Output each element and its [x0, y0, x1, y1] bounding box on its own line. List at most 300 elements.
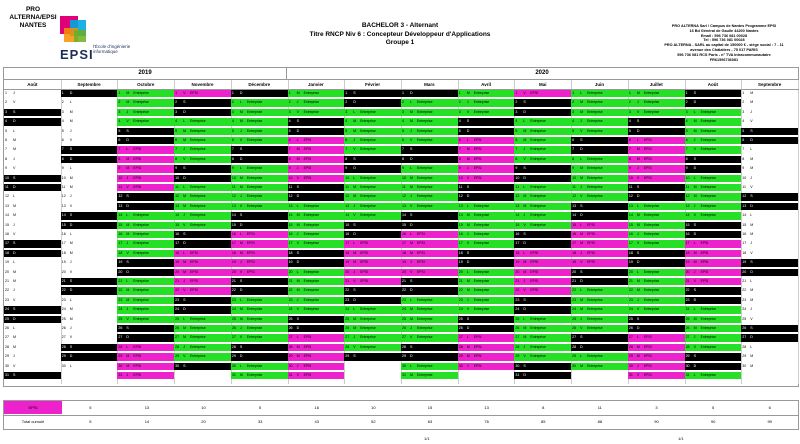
- calendar-day: 10 V EPSI: [458, 175, 515, 182]
- calendar-day: 25 V Entreprise: [117, 316, 174, 323]
- calendar-day: 28 V Entreprise: [685, 344, 742, 351]
- calendar-grid: [3, 67, 799, 387]
- calendar-day: 4 S: [288, 118, 345, 125]
- month-column: [4, 90, 62, 384]
- calendar-day: 26 S: [741, 325, 798, 332]
- calendar-day: 2 S: [514, 99, 571, 106]
- summary-epsi-value: 5: [711, 405, 715, 410]
- calendar-day: 23 S: [514, 297, 571, 304]
- calendar-day: 9 S: [174, 165, 231, 172]
- calendar-day: 17 V Entreprise: [628, 240, 685, 247]
- calendar-day: 28 S: [61, 344, 118, 351]
- calendar-day: 30 S: [174, 363, 231, 370]
- calendar-day: 30 V: [5, 363, 16, 368]
- calendar-day: 15 M: [742, 222, 754, 227]
- calendar-day: 14 D: [571, 212, 628, 219]
- calendar-day: 13 L Entreprise: [628, 203, 685, 210]
- calendar-day: 12 S: [117, 193, 174, 200]
- month-header-row: [4, 79, 798, 90]
- logo-text: EPSI: [60, 47, 94, 62]
- calendar-day: 31 M Entreprise: [401, 372, 458, 379]
- calendar-day: 23 M Entreprise: [571, 297, 628, 304]
- calendar-day: 30 M Entreprise: [571, 363, 628, 370]
- calendar-day: 9 J EPSI: [458, 165, 515, 172]
- calendar-day: 1 V EPSI: [174, 90, 231, 97]
- calendar-day: 30 L: [61, 363, 72, 368]
- calendar-day: 8 D: [401, 156, 458, 163]
- calendar-day: 7 V Entreprise: [344, 146, 401, 153]
- calendar-day: 16 M: [742, 232, 754, 236]
- calendar-day: 19 S: [741, 259, 798, 266]
- summary-table: [3, 400, 799, 430]
- calendar-day: 27 J Entreprise: [685, 334, 742, 341]
- calendar-day: 15 S: [344, 222, 401, 229]
- calendar-day: 6 J Entreprise: [685, 137, 742, 144]
- summary-epsi-value: 10: [201, 405, 206, 410]
- calendar-day: 10 M: [61, 175, 73, 180]
- calendar-day: 26 J Entreprise: [401, 325, 458, 332]
- calendar-day: 4 M Entreprise: [344, 118, 401, 125]
- calendar-day: 4 L Entreprise: [514, 118, 571, 125]
- calendar-day: 6 V Entreprise: [231, 137, 288, 144]
- calendar-day: 2 L: [61, 100, 72, 105]
- calendar-day: 13 D: [741, 203, 798, 210]
- calendar-day: 6 D: [117, 137, 174, 144]
- calendar-day: 21 M: [5, 279, 16, 283]
- calendar-day: 18 V Entreprise: [117, 250, 174, 257]
- calendar-day: 24 V Entreprise: [288, 306, 345, 313]
- calendar-day: 14 S: [231, 212, 288, 219]
- calendar-day: 29 L Entreprise: [571, 353, 628, 360]
- calendar-day: 18 M: [61, 250, 73, 255]
- calendar-day: 2 J Entreprise: [628, 99, 685, 106]
- calendar-day: 11 D: [4, 184, 61, 191]
- calendar-day: 25 M Entreprise: [401, 316, 458, 323]
- calendar-day: 5 J Entreprise: [401, 128, 458, 135]
- calendar-day: 26 J Entreprise: [231, 325, 288, 332]
- summary-total-value: 88: [597, 419, 603, 424]
- calendar-day: 2 D: [685, 99, 742, 106]
- calendar-day: 14 M: [5, 213, 16, 218]
- calendar-day: 7 D: [571, 146, 628, 153]
- calendar-day: 22 L Entreprise: [571, 287, 628, 294]
- calendar-day: 29 J: [5, 354, 15, 359]
- calendar-day: 17 V Entreprise: [458, 240, 515, 247]
- month-header: Avril: [458, 80, 516, 89]
- calendar-day: 12 M Entreprise: [514, 193, 571, 200]
- calendar-day: 13 V Entreprise: [231, 203, 288, 210]
- calendar-day: 26 D: [628, 325, 685, 332]
- calendar-day: 17 J Entreprise: [117, 240, 174, 247]
- calendar-day: 2 L Entreprise: [401, 99, 458, 106]
- calendar-day: 16 D: [344, 231, 401, 238]
- calendar-day: 25 S: [288, 316, 345, 323]
- calendar-day: 30 S: [514, 363, 571, 370]
- calendar-day: 25 M Entreprise: [231, 316, 288, 323]
- company-info-line: FR61596736081: [709, 57, 739, 62]
- calendar-day: 9 M Entreprise: [571, 165, 628, 172]
- calendar-day: 29 S: [344, 353, 401, 360]
- calendar-day: 2 M Entreprise: [117, 99, 174, 106]
- calendar-day: 12 M Entreprise: [344, 193, 401, 200]
- calendar-day: 27 D: [741, 334, 798, 341]
- calendar-day: 14 J Entreprise: [174, 212, 231, 219]
- calendar-day: 6 M: [5, 138, 16, 142]
- calendar-day: 18 M EPSI: [231, 250, 288, 257]
- calendar-day: 19 J EPSI: [401, 259, 458, 266]
- calendar-day: 28 D: [571, 344, 628, 351]
- calendar-day: 11 M Entreprise: [344, 184, 401, 191]
- calendar-day: 5 L: [5, 128, 15, 133]
- calendar-day: 3 M Entreprise: [401, 109, 458, 116]
- calendar-day: 15 L EPSI: [571, 222, 628, 229]
- calendar-day: 15 M Entreprise: [117, 222, 174, 229]
- calendar-day: 15 S: [685, 222, 742, 229]
- calendar-day: 23 J Entreprise: [628, 297, 685, 304]
- calendar-day: 31 S: [4, 372, 61, 379]
- calendar-day: 4 J Entreprise: [571, 118, 628, 125]
- calendar-day: 6 L EPSI: [628, 137, 685, 144]
- calendar-day: 19 M EPSI: [514, 259, 571, 266]
- calendar-day: 17 V Entreprise: [288, 240, 345, 247]
- calendar-day: 25 D: [4, 316, 61, 323]
- calendar-day: 26 D: [458, 325, 515, 332]
- calendar-day: 10 V EPSI: [628, 175, 685, 182]
- calendar-day: 29 S: [685, 353, 742, 360]
- calendar-day: 12 D: [288, 193, 345, 200]
- calendar-day: 8 D: [231, 156, 288, 163]
- calendar-day: 5 M Entreprise: [174, 128, 231, 135]
- calendar-day: 16 S: [514, 231, 571, 238]
- calendar-day: 1 D: [231, 90, 288, 97]
- calendar-day: 9 L: [61, 166, 72, 171]
- calendar-day: 21 M Entreprise: [458, 278, 515, 285]
- calendar-day: 24 M Entreprise: [401, 306, 458, 313]
- calendar-day: 27 D: [117, 334, 174, 341]
- calendar-day: 12 D: [628, 193, 685, 200]
- calendar-day: 10 J EPSI: [117, 175, 174, 182]
- calendar-day: 21 V EPSI: [685, 278, 742, 285]
- calendar-day: 3 M: [61, 109, 73, 114]
- calendar-day: 19 V EPSI: [571, 259, 628, 266]
- calendar-day: 29 M EPSI: [117, 353, 174, 360]
- calendar-day: 11 M Entreprise: [685, 184, 742, 191]
- calendar-day: 17 M EPSI: [571, 240, 628, 247]
- month-column: [344, 90, 402, 384]
- month-header: Octobre: [117, 80, 175, 89]
- month-header: Décembre: [231, 80, 289, 89]
- calendar-day: 1 J: [5, 91, 15, 95]
- calendar-day: 30 D: [685, 363, 742, 370]
- calendar-day: 10 M Entreprise: [231, 175, 288, 182]
- calendar-day: 10 V EPSI: [288, 175, 345, 182]
- calendar-day: 14 S: [401, 212, 458, 219]
- calendar-day: 18 M EPSI: [401, 250, 458, 257]
- calendar-day: 1 M: [742, 91, 754, 95]
- calendar-day: 8 J: [5, 156, 15, 161]
- calendar-day: 22 M Entreprise: [288, 287, 345, 294]
- summary-total-value: 99: [767, 419, 772, 424]
- calendar-day: 30 J EPSI: [628, 363, 685, 370]
- calendar-day: 20 V: [61, 269, 73, 274]
- calendar-day: 26 J: [61, 326, 72, 330]
- calendar-day: 3 V Entreprise: [288, 109, 345, 116]
- calendar-day: 22 M Entreprise: [628, 287, 685, 294]
- calendar-day: 8 M: [742, 156, 754, 161]
- calendar-day: 23 L Entreprise: [401, 297, 458, 304]
- calendar-day: 11 S: [628, 184, 685, 191]
- calendar-day: 9 L Entreprise: [401, 165, 458, 172]
- month-column: [117, 90, 175, 384]
- calendar-day: 19 D: [628, 259, 685, 266]
- calendar-day: 7 S: [61, 146, 118, 153]
- calendar-day: 29 D: [231, 353, 288, 360]
- calendar-day: 28 S: [401, 344, 458, 351]
- summary-total-value: 5: [89, 419, 92, 424]
- summary-total-value: 20: [201, 419, 206, 424]
- calendar-day: 6 V: [61, 138, 73, 142]
- calendar-day: 28 M EPSI: [628, 344, 685, 351]
- calendar-day: 3 L Entreprise: [344, 109, 401, 116]
- month-column: [514, 90, 572, 384]
- calendar-day: 13 V: [61, 203, 73, 208]
- calendar-day: 15 D: [401, 222, 458, 229]
- calendar-day: 9 D: [344, 165, 401, 172]
- calendar-day: 28 L: [742, 344, 753, 349]
- calendar-day: 6 L EPSI: [288, 137, 345, 144]
- calendar-day: 23 J Entreprise: [458, 297, 515, 304]
- calendar-day: 25 S: [628, 316, 685, 323]
- calendar-day: 11 J Entreprise: [571, 184, 628, 191]
- month-header: Mai: [514, 80, 572, 89]
- year-row: [4, 68, 798, 79]
- calendar-day: 23 L Entreprise: [231, 297, 288, 304]
- calendar-day: 4 L Entreprise: [174, 118, 231, 125]
- calendar-day: 24 M Entreprise: [571, 306, 628, 313]
- calendar-day: 16 D: [685, 231, 742, 238]
- calendar-day: 7 L: [742, 147, 753, 152]
- calendar-day: 22 D: [231, 287, 288, 294]
- calendar-day: 2 M Entreprise: [571, 99, 628, 106]
- calendar-day: 22 M Entreprise: [117, 287, 174, 294]
- month-column: [401, 90, 459, 384]
- calendar-day: 24 J: [742, 307, 753, 312]
- calendar-day: 22 S: [685, 287, 742, 294]
- calendar-day: 27 V: [61, 335, 73, 340]
- calendar-day: 4 M Entreprise: [685, 118, 742, 125]
- calendar-day: 27 M Entreprise: [514, 334, 571, 341]
- summary-epsi-value: 3: [655, 405, 658, 410]
- calendar-day: 22 M: [742, 288, 754, 293]
- month-column: [741, 90, 799, 384]
- company-info-line: PRO ALTERNA - SARL au capital de 150000 € - siège social : 7 - 11: [664, 43, 784, 48]
- calendar-day: 15 M Entreprise: [628, 222, 685, 229]
- calendar-day: 5 J Entreprise: [231, 128, 288, 135]
- calendar-day: 15 D: [61, 222, 118, 229]
- calendar-day: 23 L: [61, 297, 72, 302]
- calendar-day: 3 M Entreprise: [571, 109, 628, 116]
- summary-total-row: [4, 415, 798, 429]
- calendar-day: 3 D: [514, 109, 571, 116]
- calendar-day: 16 J Entreprise: [458, 231, 515, 238]
- calendar-day: 20 L Entreprise: [458, 269, 515, 276]
- calendar-day: 31 V EPSI: [288, 372, 345, 379]
- calendar-day: 27 M: [5, 335, 16, 340]
- calendar-day: 21 S: [231, 278, 288, 285]
- calendar-day: 26 V Entreprise: [571, 325, 628, 332]
- calendar-day: 5 D: [288, 128, 345, 135]
- calendar-day: 5 M Entreprise: [685, 128, 742, 135]
- month-column: [571, 90, 629, 384]
- calendar-day: 2 J Entreprise: [458, 99, 515, 106]
- calendar-day: 15 J: [5, 222, 15, 227]
- calendar-day: 3 D: [174, 109, 231, 116]
- calendar-day: 22 S: [344, 287, 401, 294]
- calendar-day: 23 D: [344, 297, 401, 304]
- calendar-day: 28 L EPSI: [117, 344, 174, 351]
- summary-epsi-value: 5: [259, 405, 262, 410]
- calendar-day: 21 D: [571, 278, 628, 285]
- calendar-day: 10 D: [174, 175, 231, 182]
- calendar-day: 20 M: [5, 269, 16, 274]
- summary-total-value: 52: [371, 419, 376, 424]
- calendar-day: 24 M: [61, 307, 73, 312]
- calendar-day: 26 D: [288, 325, 345, 332]
- calendar-day: 27 S: [571, 334, 628, 341]
- calendar-day: 4 V: [742, 119, 753, 124]
- calendar-day: 4 M Entreprise: [231, 118, 288, 125]
- calendar-day: 17 D: [514, 240, 571, 247]
- calendar-day: 13 V Entreprise: [401, 203, 458, 210]
- calendar-day: 9 S: [514, 165, 571, 172]
- calendar-day: 6 L EPSI: [458, 137, 515, 144]
- calendar-day: 17 M: [61, 241, 73, 246]
- calendar-day: 29 M: [742, 354, 754, 359]
- calendar-day: 10 L Entreprise: [685, 175, 742, 182]
- month-column: [628, 90, 686, 384]
- calendar-day: 26 M Entreprise: [514, 325, 571, 332]
- calendar-day: 5 M Entreprise: [514, 128, 571, 135]
- summary-epsi-value: 5: [89, 405, 92, 410]
- calendar-day: 26 M Entreprise: [344, 325, 401, 332]
- calendar-day: 4 M: [61, 119, 73, 124]
- calendar-day: 1 M Entreprise: [628, 90, 685, 97]
- calendar-day: 11 L Entreprise: [514, 184, 571, 191]
- calendar-day: 7 L EPSI: [117, 146, 174, 153]
- calendar-day: 20 M EPSI: [174, 269, 231, 276]
- calendar-day: 25 M Entreprise: [344, 316, 401, 323]
- calendar-day: 14 J Entreprise: [514, 212, 571, 219]
- month-column: [458, 90, 516, 384]
- calendar-day: 13 J Entreprise: [685, 203, 742, 210]
- company-info: [654, 24, 794, 62]
- year-2019: 2019: [4, 68, 287, 79]
- calendar-day: 2 L Entreprise: [231, 99, 288, 106]
- month-column: [685, 90, 743, 384]
- calendar-day: 9 M: [742, 166, 754, 171]
- summary-epsi-value: 13: [144, 405, 150, 410]
- calendar-day: 7 M EPSI: [458, 146, 515, 153]
- calendar-day: 28 J Entreprise: [174, 344, 231, 351]
- calendar-day: 23 V: [5, 297, 16, 302]
- company-info-line: PRO ALTERNA Sarl / Campus de Nantes Programme EPSI: [671, 24, 777, 28]
- calendar-day: 24 D: [514, 306, 571, 313]
- calendar-day: 5 S: [117, 128, 174, 135]
- calendar-day: 27 L EPSI: [628, 334, 685, 341]
- calendar-day: 25 S: [458, 316, 515, 323]
- calendar-day: 28 M EPSI: [288, 344, 345, 351]
- calendar-day: 4 S: [628, 118, 685, 125]
- month-header: Septembre: [741, 80, 799, 89]
- summary-epsi-row: [4, 401, 798, 416]
- calendar-day: 16 M Entreprise: [117, 231, 174, 238]
- calendar-day: 19 M EPSI: [174, 259, 231, 266]
- calendar-day: 22 J: [5, 288, 15, 293]
- calendar-day: 18 S: [458, 250, 515, 257]
- calendar-day: 2 J Entreprise: [288, 99, 345, 106]
- calendar-day: 3 J Entreprise: [117, 109, 174, 116]
- calendar-day: 18 D: [4, 250, 61, 257]
- company-info-line: 596 736 081 RCS Paris - n° TVA Intracommunautaire: [677, 52, 771, 57]
- calendar-day: 3 V Entreprise: [628, 109, 685, 116]
- calendar-day: 9 V: [5, 166, 16, 171]
- calendar-day: 8 M EPSI: [288, 156, 345, 163]
- epsi-logo: [60, 16, 90, 46]
- summary-total-value: 90: [654, 419, 659, 424]
- calendar-day: 31 M Entreprise: [231, 372, 288, 379]
- calendar-day: 5 D: [628, 128, 685, 135]
- calendar-day: 23 M Entreprise: [117, 297, 174, 304]
- calendar-day: 29 V Entreprise: [174, 353, 231, 360]
- calendar-day: 30 J EPSI: [458, 363, 515, 370]
- calendar-day: 6 M Entreprise: [514, 137, 571, 144]
- calendar-day: 27 L EPSI: [288, 334, 345, 341]
- calendar-day: 30 M EPSI: [117, 363, 174, 370]
- calendar-day: 28 M: [5, 344, 16, 349]
- company-info-line: Email : 596 736 081 00028: [700, 33, 748, 38]
- calendar-day: 19 J: [61, 260, 72, 265]
- calendar-day: 13 S: [571, 203, 628, 210]
- calendar-day: 4 S: [458, 118, 515, 125]
- year-2020: 2020: [535, 70, 549, 76]
- page-number-right: 1/1: [678, 436, 684, 441]
- calendar-day: 16 S: [174, 231, 231, 238]
- calendar-day: 8 L Entreprise: [571, 156, 628, 163]
- calendar-day: 24 V Entreprise: [628, 306, 685, 313]
- calendar-day: 8 V Entreprise: [514, 156, 571, 163]
- summary-total-value: 85: [541, 419, 546, 424]
- calendar-day: 25 L Entreprise: [514, 316, 571, 323]
- summary-epsi-label: EPSI: [4, 401, 62, 414]
- calendar-day: 10 M Entreprise: [571, 175, 628, 182]
- calendar-day: 24 M Entreprise: [231, 306, 288, 313]
- calendar-day: 28 S: [231, 344, 288, 351]
- calendar-day: 7 J Entreprise: [514, 146, 571, 153]
- calendar-day: 28 M EPSI: [458, 344, 515, 351]
- calendar-day: 16 J Entreprise: [628, 231, 685, 238]
- calendar-day: 13 J Entreprise: [344, 203, 401, 210]
- calendar-day: 14 M Entreprise: [628, 212, 685, 219]
- calendar-day: 24 S: [4, 306, 61, 313]
- calendar-day: 12 L: [5, 194, 15, 199]
- calendar-day: 16 J Entreprise: [288, 231, 345, 238]
- calendar-day: 23 D: [685, 297, 742, 304]
- calendar-day: 1 M Entreprise: [458, 90, 515, 97]
- calendar-day: 18 S: [628, 250, 685, 257]
- calendar-day: 12 M Entreprise: [174, 193, 231, 200]
- calendar-day: 4 D: [4, 118, 61, 125]
- calendar-day: 19 L: [5, 260, 15, 265]
